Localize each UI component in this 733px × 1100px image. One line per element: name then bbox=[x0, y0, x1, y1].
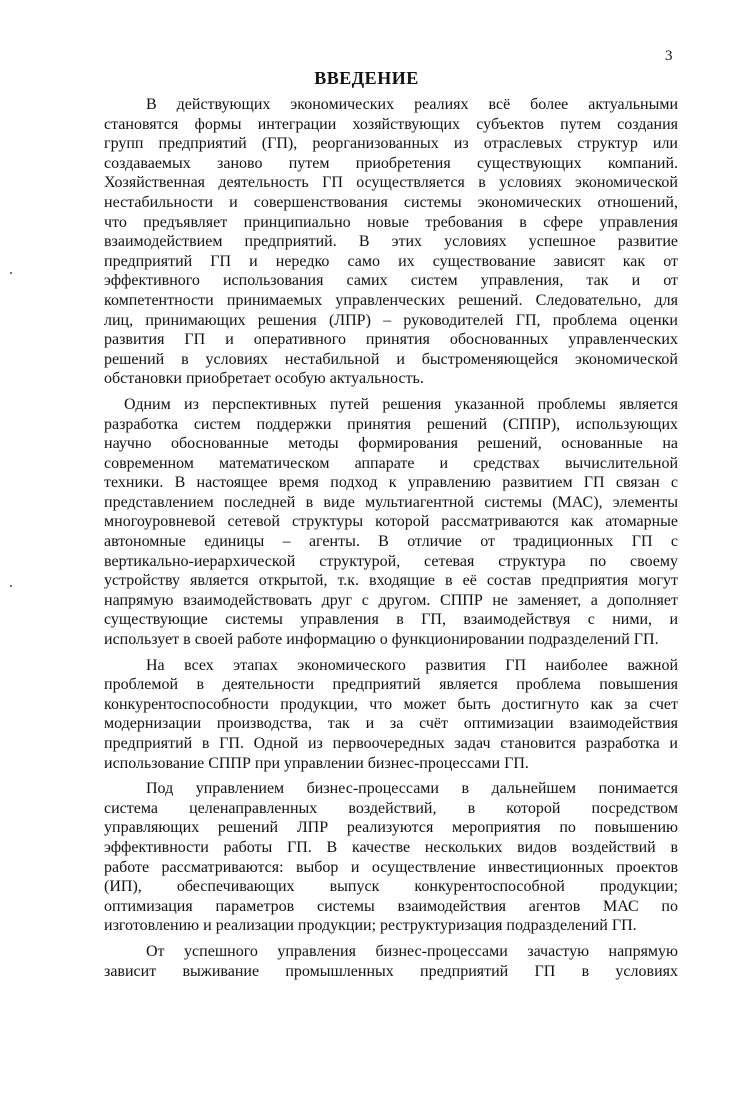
text-line: нестабильности и совершенствования системы экономических отношений, bbox=[104, 193, 678, 211]
text-line: эффективности работы ГП. В качестве нескольких видов воздействий в bbox=[104, 838, 678, 856]
text-line: использует в своей работе информацию о функционировании подразделений ГП. bbox=[104, 631, 659, 649]
text-line: В действующих экономических реалиях всё более актуальными bbox=[146, 96, 678, 113]
page-number: 3 bbox=[665, 48, 673, 64]
paragraph-2 bbox=[104, 395, 678, 650]
text-line: развития ГП и оперативного принятия обоснованных управленческих bbox=[104, 331, 678, 349]
text-line: что предъявляет принципиально новые требования в сфере управления bbox=[104, 213, 678, 231]
text-line: создаваемых заново путем приобретения существующих компаний. bbox=[104, 154, 678, 172]
text-line: взаимодействием предприятий. В этих условиях успешное развитие bbox=[104, 233, 678, 251]
text-line: автономные единицы – агенты. В отличие от традиционных ГП с bbox=[104, 533, 678, 551]
text-line: Хозяйственная деятельность ГП осуществляется в условиях экономической bbox=[104, 174, 678, 192]
text-line: оптимизация параметров системы взаимодействия агентов МАС по bbox=[104, 897, 678, 915]
text-line: многоуровневой сетевой структуры которой рассматриваются как атомарные bbox=[104, 513, 678, 531]
text-line: (ИП), обеспечивающих выпуск конкурентоспособной продукции; bbox=[104, 878, 678, 896]
text-line: На всех этапах экономического развития ГП наиболее важной bbox=[146, 656, 678, 674]
text-line: Под управлением бизнес-процессами в дальнейшем понимается bbox=[146, 780, 678, 798]
text-line: предприятий ГП и нередко само их существование зависят как от bbox=[104, 252, 678, 270]
scan-speck bbox=[10, 585, 12, 587]
text-line: становятся формы интеграции хозяйствующих субъектов путем создания bbox=[104, 115, 678, 133]
text-line: предприятий в ГП. Одной из первоочередных задач становится разработка и bbox=[104, 735, 678, 752]
text-line: эффективного использования самих систем управления, так и от bbox=[104, 272, 678, 290]
scan-speck bbox=[10, 272, 12, 274]
text-line: напрямую взаимодействовать друг с другом. СППР не заменяет, а дополняет bbox=[104, 591, 678, 609]
paragraph-4 bbox=[104, 779, 678, 936]
paragraph-1 bbox=[104, 95, 678, 389]
text-line: существующие системы управления в ГП, взаимодействуя с ними, и bbox=[104, 611, 678, 629]
text-line: проблемой в деятельности предприятий является проблема повышения bbox=[104, 676, 678, 694]
document-body bbox=[104, 95, 678, 981]
text-line: научно обоснованные методы формирования решений, основанные на bbox=[104, 435, 678, 453]
text-line: модернизации производства, так и за счёт оптимизации взаимодействия bbox=[104, 715, 678, 733]
text-line: Одним из перспективных путей решения указанной проблемы является bbox=[124, 395, 678, 413]
text-line: зависит выживание промышленных предприятий ГП в условиях bbox=[104, 962, 678, 980]
text-line: работе рассматриваются: выбор и осуществление инвестиционных проектов bbox=[104, 858, 678, 876]
text-line: От успешного управления бизнес-процессами зачастую напрямую bbox=[146, 942, 678, 960]
text-line: использование СППР при управлении бизнес-процессами ГП. bbox=[104, 754, 529, 772]
text-line: компетентности принимаемых управленческих решений. Следовательно, для bbox=[104, 291, 678, 309]
text-line: представлением последней в виде мультиагентной системы (МАС), элементы bbox=[104, 493, 678, 511]
text-line: вертикально-иерархической структурой, сетевая структура по своему bbox=[104, 552, 678, 570]
text-line: решений в условиях нестабильной и быстроменяющейся экономической bbox=[104, 350, 678, 368]
page-title: ВВЕДЕНИЕ bbox=[314, 68, 419, 88]
text-line: техники. В настоящее время подход к управлению развитием ГП связан с bbox=[104, 474, 678, 492]
text-line: групп предприятий (ГП), реорганизованных из отраслевых структур или bbox=[104, 135, 678, 153]
text-line: обстановки приобретает особую актуальность. bbox=[104, 370, 424, 388]
text-line: разработка систем поддержки принятия решений (СППР), использующих bbox=[104, 415, 678, 433]
text-line: конкурентоспособности продукции, что может быть достигнуто как за счет bbox=[104, 695, 678, 713]
text-line: устройству является открытой, т.к. входящие в её состав предприятия могут bbox=[104, 572, 678, 590]
paragraph-5 bbox=[104, 942, 678, 981]
text-line: лиц, принимающих решения (ЛПР) – руководителей ГП, проблема оценки bbox=[104, 311, 678, 329]
text-line: система целенаправленных воздействий, в которой посредством bbox=[104, 799, 678, 817]
paragraph-3 bbox=[104, 656, 678, 774]
text-line: изготовлению и реализации продукции; реструктуризация подразделений ГП. bbox=[104, 917, 637, 935]
text-line: управляющих решений ЛПР реализуются мероприятия по повышению bbox=[104, 819, 678, 837]
text-line: современном математическом аппарате и средствах вычислительной bbox=[104, 454, 678, 472]
